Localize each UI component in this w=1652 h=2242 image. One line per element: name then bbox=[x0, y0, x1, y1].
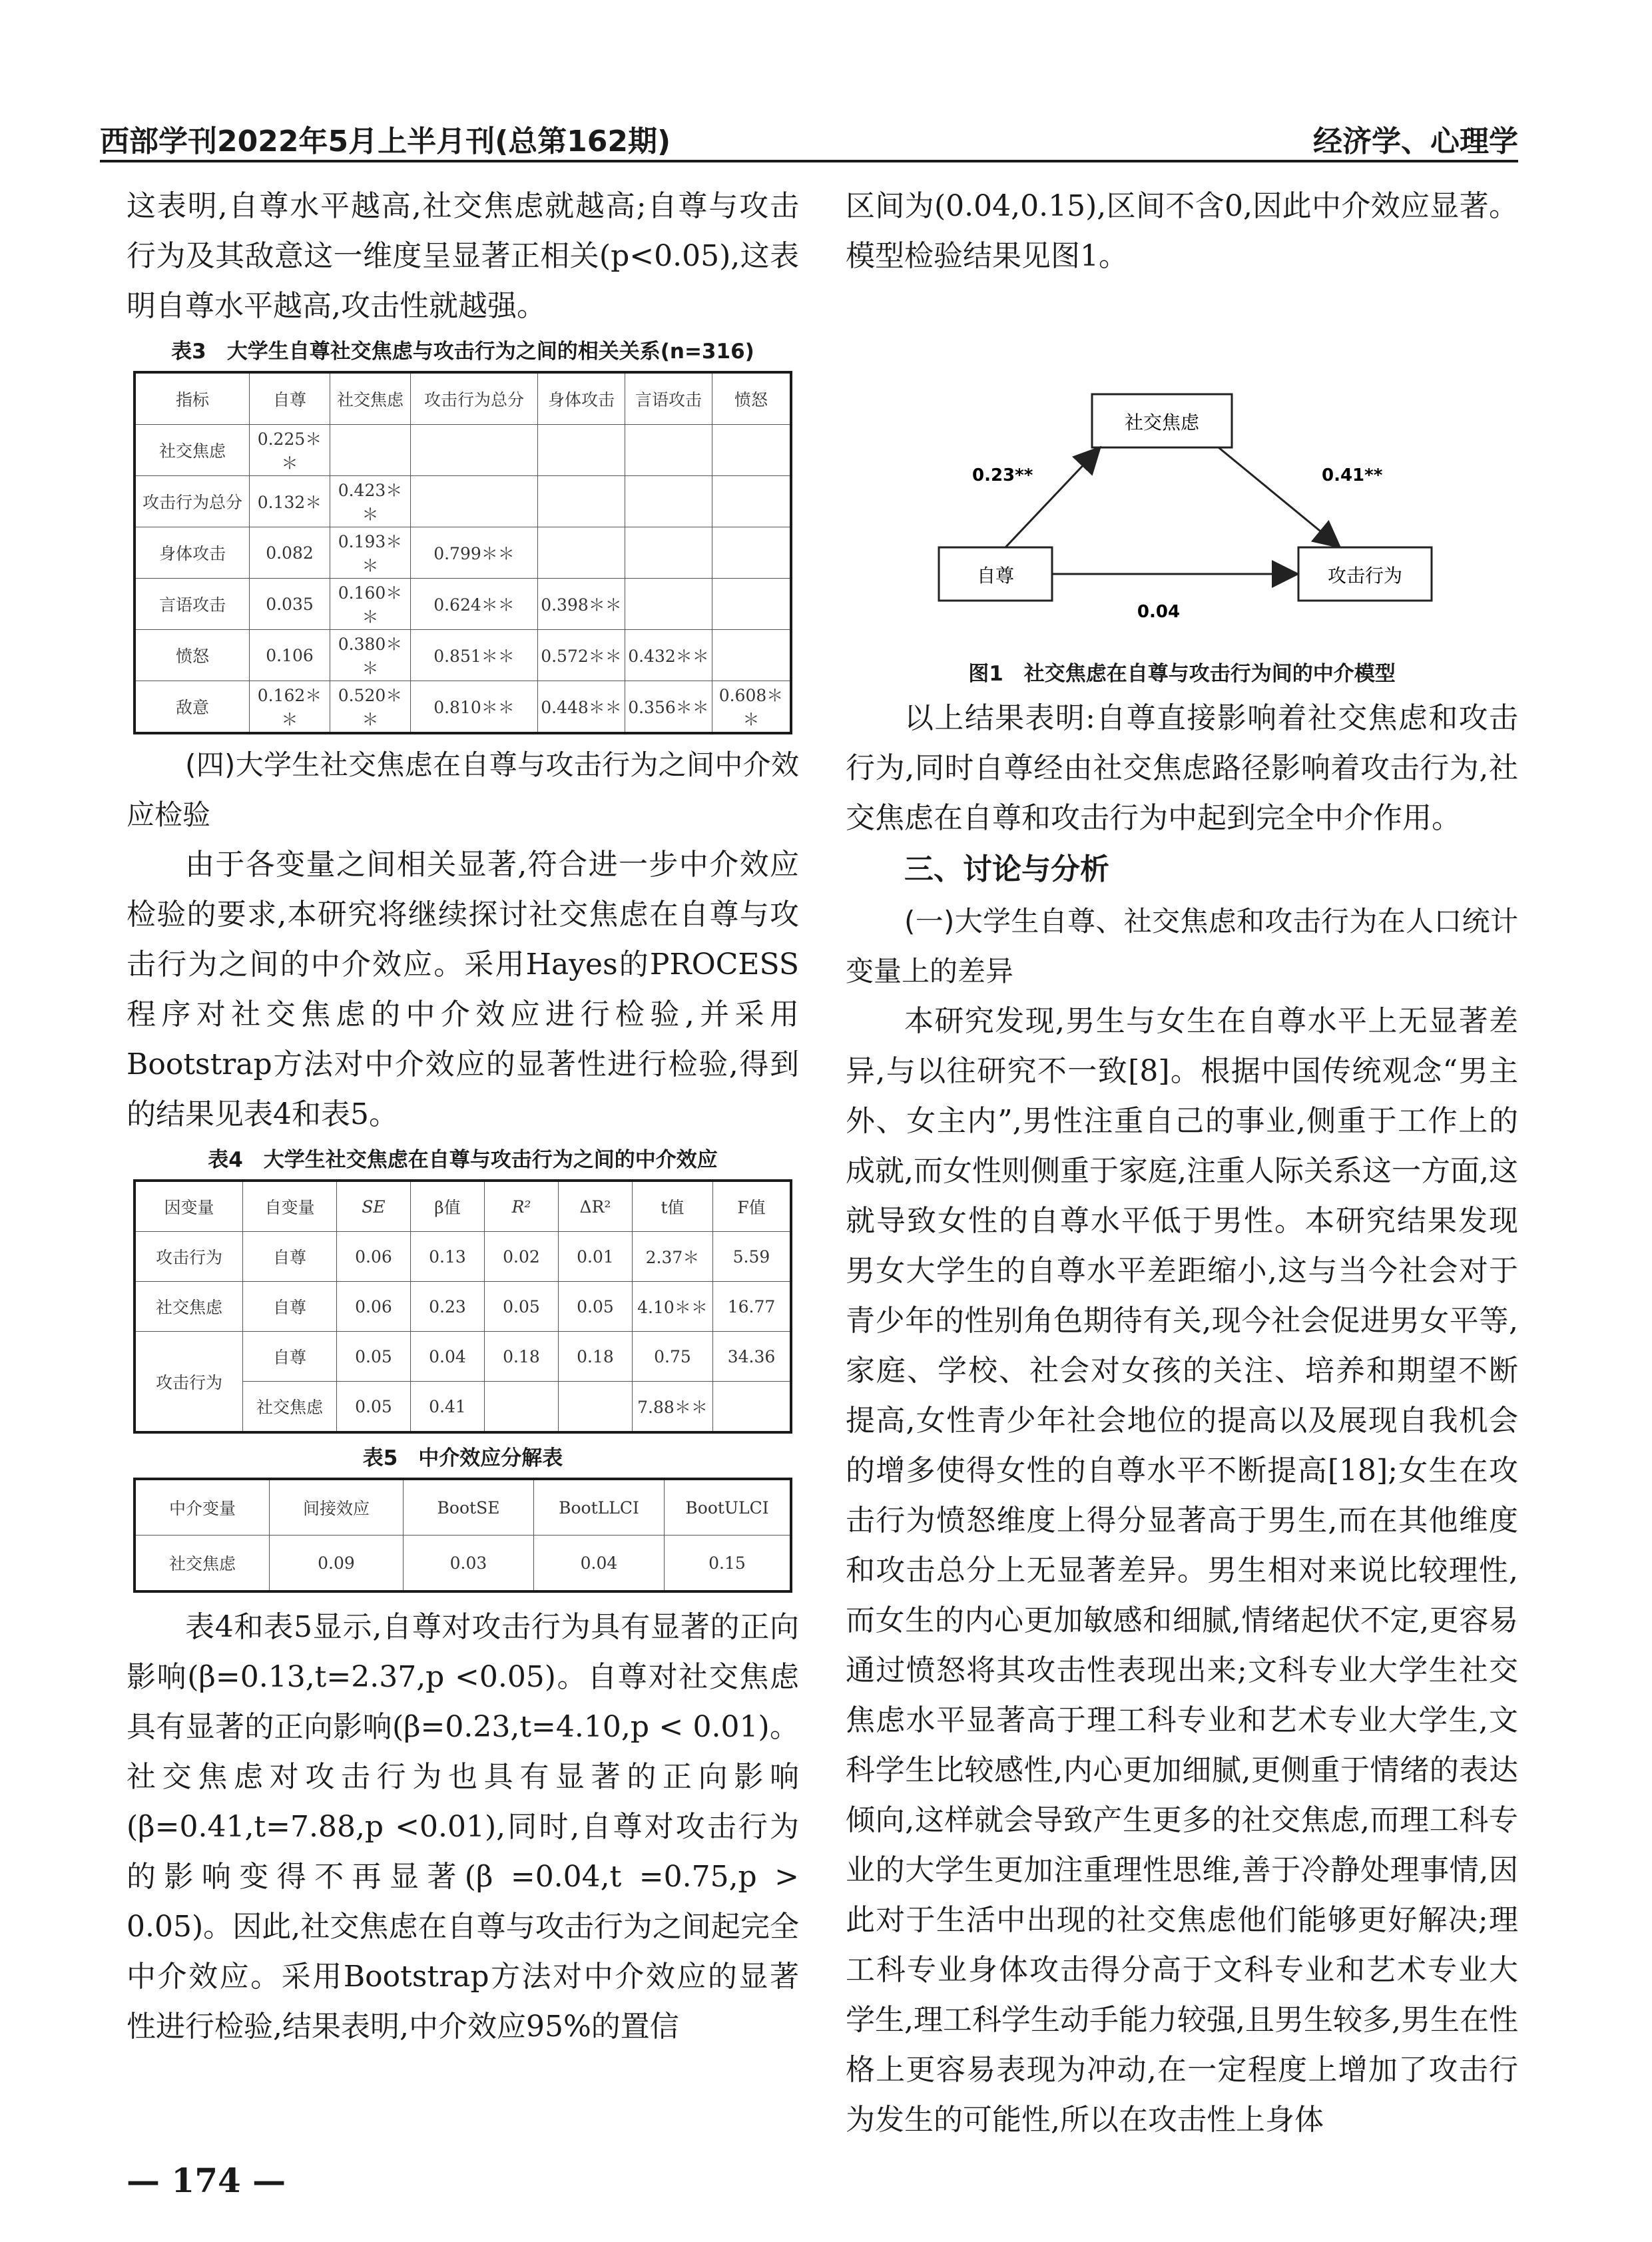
table-header-cell: 中介变量 bbox=[135, 1479, 270, 1536]
paragraph: 以上结果表明:自尊直接影响着社交焦虑和攻击行为,同时自尊经由社交焦虑路径影响着攻击行为,社交焦虑在自尊和攻击行为中起到完全中介作用。 bbox=[846, 701, 1518, 835]
table-cell bbox=[411, 476, 538, 527]
path-b-label: 0.41** bbox=[1322, 465, 1383, 485]
path-c-label: 0.04 bbox=[1137, 602, 1181, 622]
table-header-cell: β值 bbox=[411, 1181, 485, 1232]
table-cell: 16.77 bbox=[713, 1282, 792, 1332]
table-cell: 0.09 bbox=[270, 1536, 404, 1592]
table-cell: 0.799＊＊ bbox=[411, 527, 538, 579]
table-cell: 0.624＊＊ bbox=[411, 579, 538, 630]
table-row bbox=[135, 1232, 791, 1282]
section-heading: 三、讨论与分析 bbox=[904, 852, 1109, 886]
table-cell: 0.05 bbox=[559, 1282, 633, 1332]
table-cell: 攻击行为 bbox=[135, 1332, 243, 1433]
table-header-cell: BootULCI bbox=[665, 1479, 792, 1536]
table-cell: 身体攻击 bbox=[135, 527, 250, 579]
table-cell: 攻击行为总分 bbox=[135, 476, 250, 527]
table5-caption: 表5 中介效应分解表 bbox=[362, 1446, 563, 1470]
table-row bbox=[135, 527, 791, 579]
table-cell: 自尊 bbox=[243, 1282, 337, 1332]
mediation-diagram bbox=[846, 281, 1518, 654]
path-b-arrow bbox=[1219, 447, 1338, 546]
table-cell: 自尊 bbox=[243, 1332, 337, 1382]
table-cell: 5.59 bbox=[713, 1232, 792, 1282]
table-header-cell: 因变量 bbox=[135, 1181, 243, 1232]
table-cell: 0.035 bbox=[250, 579, 330, 630]
table-header-cell: SE bbox=[337, 1181, 411, 1232]
table-cell bbox=[559, 1382, 633, 1433]
table-header-cell: 愤怒 bbox=[712, 372, 792, 425]
table-cell bbox=[712, 579, 792, 630]
page-number: — 174 — bbox=[127, 2161, 286, 2200]
paragraph: 区间为(0.04,0.15),区间不含0,因此中介效应显著。模型检验结果见图1。 bbox=[846, 189, 1518, 273]
table-cell: 0.448＊＊ bbox=[538, 681, 625, 734]
table-cell: 34.36 bbox=[713, 1332, 792, 1382]
table-cell: 7.88＊＊ bbox=[633, 1382, 713, 1433]
table-cell: 0.162＊＊ bbox=[250, 681, 330, 734]
table-cell bbox=[625, 527, 712, 579]
node-social-anxiety-label: 社交焦虑 bbox=[1124, 412, 1200, 433]
table-cell bbox=[330, 425, 411, 476]
table-cell: 0.160＊＊ bbox=[330, 579, 411, 630]
table-row bbox=[135, 630, 791, 681]
table-cell: 0.01 bbox=[559, 1232, 633, 1282]
paragraph: 由于各变量之间相关显著,符合进一步中介效应检验的要求,本研究将继续探讨社交焦虑在自尊与攻击行为之间的中介效应。采用Hayes的PROCESS程序对社交焦虑的中介效应进行检验,并采用Bootstrap方法对中介效应的显著性进行检验,得到的结果见表4和表5。 bbox=[127, 848, 799, 1131]
table-cell bbox=[625, 579, 712, 630]
node-aggression-label: 攻击行为 bbox=[1327, 565, 1403, 587]
table-header-cell: 言语攻击 bbox=[625, 372, 712, 425]
table3 bbox=[133, 371, 792, 734]
table-row bbox=[135, 1536, 791, 1592]
right-column bbox=[846, 181, 1518, 2145]
table-header-cell: 指标 bbox=[135, 372, 250, 425]
table-header-cell: 自尊 bbox=[250, 372, 330, 425]
journal-title: 西部学刊2022年5月上半月刊(总第162期) bbox=[100, 125, 671, 158]
table-cell bbox=[411, 425, 538, 476]
table-cell: 0.04 bbox=[534, 1536, 665, 1592]
table-cell: 0.398＊＊ bbox=[538, 579, 625, 630]
table-cell: 攻击行为 bbox=[135, 1232, 243, 1282]
table-row bbox=[135, 1282, 791, 1332]
table-cell bbox=[538, 476, 625, 527]
table-cell: 自尊 bbox=[243, 1232, 337, 1282]
table-cell: 0.608＊＊ bbox=[712, 681, 792, 734]
table-cell: 0.106 bbox=[250, 630, 330, 681]
table-header-cell: BootLLCI bbox=[534, 1479, 665, 1536]
running-header bbox=[100, 113, 1518, 162]
table-cell: 0.572＊＊ bbox=[538, 630, 625, 681]
section-name: 经济学、心理学 bbox=[1313, 125, 1518, 158]
left-column bbox=[127, 181, 799, 2052]
table-cell bbox=[712, 630, 792, 681]
table-row bbox=[135, 476, 791, 527]
table-cell: 0.41 bbox=[411, 1382, 485, 1433]
table-cell: 0.05 bbox=[337, 1332, 411, 1382]
table-cell: 社交焦虑 bbox=[135, 1536, 270, 1592]
table-row bbox=[135, 579, 791, 630]
table-header-cell: BootSE bbox=[404, 1479, 534, 1536]
table-cell bbox=[625, 425, 712, 476]
table-cell: 言语攻击 bbox=[135, 579, 250, 630]
table-header-row bbox=[135, 372, 791, 425]
table-cell bbox=[712, 425, 792, 476]
table-cell: 0.432＊＊ bbox=[625, 630, 712, 681]
node-self-esteem-label: 自尊 bbox=[976, 565, 1015, 587]
figure-caption: 图1 社交焦虑在自尊与攻击行为间的中介模型 bbox=[968, 662, 1396, 686]
table-cell bbox=[485, 1382, 559, 1433]
table-header-cell: ΔR² bbox=[559, 1181, 633, 1232]
table-cell: 0.18 bbox=[485, 1332, 559, 1382]
table-row bbox=[135, 1332, 791, 1382]
table-header-cell: 间接效应 bbox=[270, 1479, 404, 1536]
table-cell: 4.10＊＊ bbox=[633, 1282, 713, 1332]
table-cell: 愤怒 bbox=[135, 630, 250, 681]
table-cell bbox=[712, 476, 792, 527]
path-a-arrow bbox=[1005, 449, 1099, 547]
table-header-row bbox=[135, 1181, 791, 1232]
table-cell: 0.520＊＊ bbox=[330, 681, 411, 734]
table-header-cell: 自变量 bbox=[243, 1181, 337, 1232]
path-a-label: 0.23** bbox=[972, 465, 1033, 485]
paragraph: 表4和表5显示,自尊对攻击行为具有显著的正向影响(β=0.13,t=2.37,p <0.05)。自尊对社交焦虑具有显著的正向影响(β=0.23,t=4.10,p < 0.01)。社交焦虑对攻击行为也具有显著的正向影响(β=0.41,t=7.88,p <0.01),同时,自尊对攻击行为的影响变得不再显著(β =0.04,t =0.75,p > 0.05)。因此,社交焦虑在自尊与攻击行为之间起完全中介效应。采用Bootstrap方法对中介效应的显著性进行检验,结果表明,中介效应95%的置信 bbox=[127, 1610, 799, 2044]
table-cell: 2.37＊ bbox=[633, 1232, 713, 1282]
table-cell bbox=[538, 527, 625, 579]
mediation-figure bbox=[846, 281, 1518, 654]
table-cell: 社交焦虑 bbox=[135, 425, 250, 476]
table-cell: 社交焦虑 bbox=[135, 1282, 243, 1332]
table-header-cell: 攻击行为总分 bbox=[411, 372, 538, 425]
table-cell: 0.380＊＊ bbox=[330, 630, 411, 681]
table-cell: 0.05 bbox=[485, 1282, 559, 1332]
table-cell: 0.810＊＊ bbox=[411, 681, 538, 734]
table-cell: 0.356＊＊ bbox=[625, 681, 712, 734]
table-cell: 0.02 bbox=[485, 1232, 559, 1282]
table-cell: 0.082 bbox=[250, 527, 330, 579]
table-cell bbox=[625, 476, 712, 527]
paragraph: 本研究发现,男生与女生在自尊水平上无显著差异,与以往研究不一致[8]。根据中国传统观念“男主外、女主内”,男性注重自己的事业,侧重于工作上的成就,而女性则侧重于家庭,注重人际关系这一方面,这就导致女性的自尊水平低于男性。本研究结果发现男女大学生的自尊水平差距缩小,这与当今社会对于青少年的性别角色期待有关,现今社会促进男女平等,家庭、学校、社会对女孩的关注、培养和期望不断提高,女性青少年社会地位的提高以及展现自我机会的增多使得女性的自尊水平不断提高[18];女生在攻击行为愤怒维度上得分显著高于男生,而在其他维度和攻击总分上无显著差异。男生相对来说比较理性,而女生的内心更加敏感和细腻,情绪起伏不定,更容易通过愤怒将其攻击性表现出来;文科专业大学生社交焦虑水平显著高于理工科专业和艺术专业大学生,文科学生比较感性,内心更加细腻,更侧重于情绪的表达倾向,这样就会导致产生更多的社交焦虑,而理工科专业的大学生更加注重理性思维,善于冷静处理事情,因此对于生活中出现的社交焦虑他们能够更好解决;理工科专业身体攻击得分高于文科专业和艺术专业大学生,理工科学生动手能力较强,且男生较多,男生在性格上更容易表现为冲动,在一定程度上增加了攻击行为发生的可能性,所以在攻击性上身体 bbox=[846, 1004, 1518, 2137]
table-row bbox=[135, 425, 791, 476]
table4 bbox=[133, 1179, 792, 1434]
table-cell: 敌意 bbox=[135, 681, 250, 734]
table-cell: 0.225＊＊ bbox=[250, 425, 330, 476]
table-cell: 0.423＊＊ bbox=[330, 476, 411, 527]
table-header-cell: 社交焦虑 bbox=[330, 372, 411, 425]
table-cell bbox=[712, 527, 792, 579]
table-cell: 0.04 bbox=[411, 1332, 485, 1382]
table-cell: 0.06 bbox=[337, 1282, 411, 1332]
table-row bbox=[135, 681, 791, 734]
paragraph: 这表明,自尊水平越高,社交焦虑就越高;自尊与攻击行为及其敌意这一维度呈显著正相关(p<0.05),这表明自尊水平越高,攻击性就越强。 bbox=[127, 189, 799, 323]
table-cell: 社交焦虑 bbox=[243, 1382, 337, 1433]
table-cell: 0.23 bbox=[411, 1282, 485, 1332]
table-header-cell: 身体攻击 bbox=[538, 372, 625, 425]
table5 bbox=[133, 1478, 792, 1593]
table-cell: 0.05 bbox=[337, 1382, 411, 1433]
subsection-heading: (四)大学生社交焦虑在自尊与攻击行为之间中介效应检验 bbox=[127, 748, 799, 831]
table-cell: 0.06 bbox=[337, 1232, 411, 1282]
table-cell bbox=[713, 1382, 792, 1433]
table-cell: 0.851＊＊ bbox=[411, 630, 538, 681]
table-cell: 0.132＊ bbox=[250, 476, 330, 527]
table3-caption: 表3 大学生自尊社交焦虑与攻击行为之间的相关关系(n=316) bbox=[171, 340, 754, 364]
table-header-cell: t值 bbox=[633, 1181, 713, 1232]
table-cell: 0.18 bbox=[559, 1332, 633, 1382]
table4-caption: 表4 大学生社交焦虑在自尊与攻击行为之间的中介效应 bbox=[208, 1148, 718, 1172]
table-cell: 0.75 bbox=[633, 1332, 713, 1382]
table-cell: 0.13 bbox=[411, 1232, 485, 1282]
table-cell: 0.03 bbox=[404, 1536, 534, 1592]
subsection-heading: (一)大学生自尊、社交焦虑和攻击行为在人口统计变量上的差异 bbox=[846, 905, 1518, 987]
table-header-row bbox=[135, 1479, 791, 1536]
table-cell: 0.193＊＊ bbox=[330, 527, 411, 579]
table-cell: 0.15 bbox=[665, 1536, 792, 1592]
table-header-cell: R² bbox=[485, 1181, 559, 1232]
table-cell bbox=[538, 425, 625, 476]
table-header-cell: F值 bbox=[713, 1181, 792, 1232]
